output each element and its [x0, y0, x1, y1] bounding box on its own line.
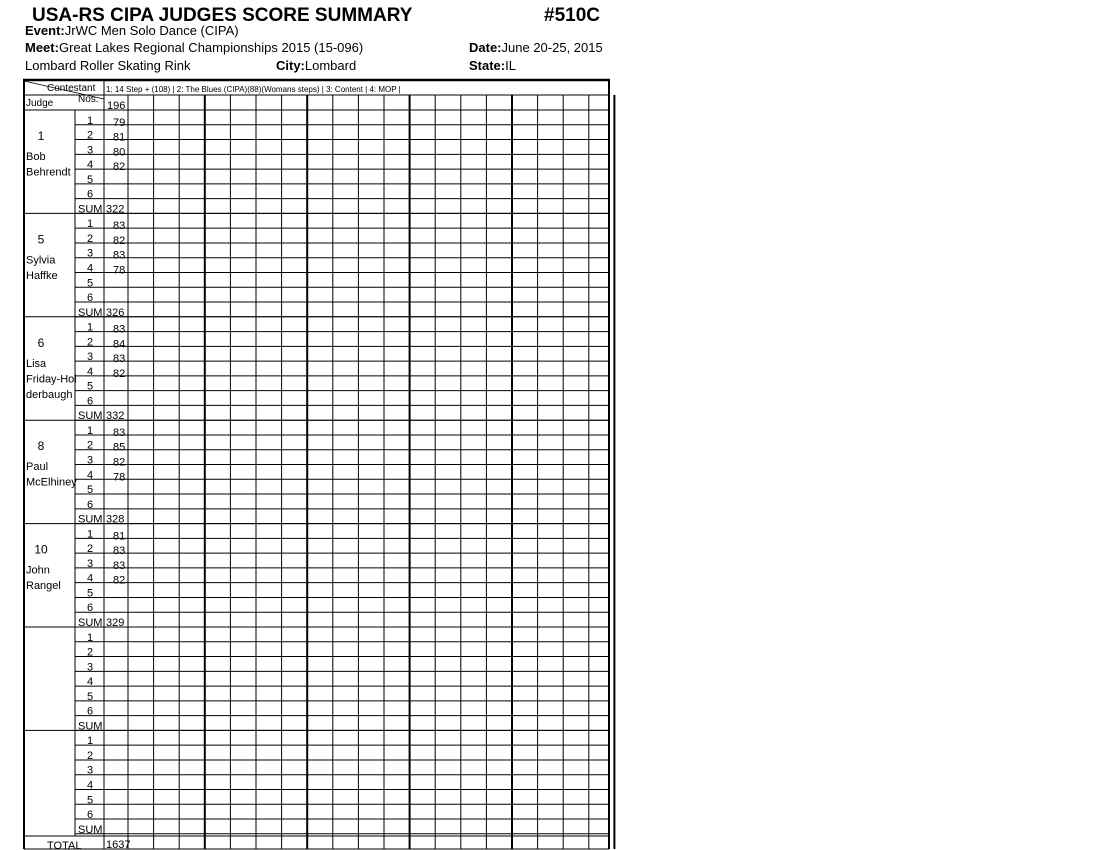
row-number: 6 — [86, 809, 94, 822]
row-number: 3 — [86, 247, 94, 260]
row-number: 6 — [86, 188, 94, 201]
sum-label: SUM — [78, 617, 103, 629]
row-number: 5 — [86, 794, 94, 807]
row-number: 1 — [86, 114, 94, 127]
judge-name-line: Friday-Hol — [26, 373, 77, 386]
judge-score: 79 — [113, 116, 126, 129]
row-number: 6 — [86, 395, 94, 408]
row-number: 3 — [86, 144, 94, 157]
judge-score: 81 — [113, 530, 126, 543]
judge-score: 84 — [113, 338, 126, 351]
judge-sum: 329 — [106, 617, 125, 629]
judge-score: 80 — [113, 146, 126, 159]
judge-number: 1 — [37, 129, 45, 143]
city-value: Lombard — [304, 58, 357, 73]
judge-name-line: Haffke — [26, 269, 58, 282]
sum-label: SUM — [78, 203, 103, 216]
judge-number: 8 — [37, 439, 45, 454]
row-number: 5 — [86, 277, 94, 290]
judge-score: 78 — [113, 471, 126, 484]
contestant-number: 196 — [107, 100, 126, 112]
judge-sum: 326 — [106, 306, 125, 319]
judge-name-line: Paul — [26, 461, 49, 474]
contestant-header-label: Contestant — [47, 83, 96, 94]
judge-score: 82 — [113, 456, 126, 469]
row-number: 4 — [86, 365, 94, 378]
row-number: 2 — [86, 439, 94, 452]
row-number: 6 — [86, 602, 94, 615]
dance-legend-text: 1: 14 Step + (108) | 2: The Blues (CIPA)(88)(Womans steps) | 3: Content | 4: MOP | — [106, 85, 401, 94]
row-number: 2 — [86, 129, 94, 142]
row-number: 4 — [86, 676, 94, 689]
judge-name-line: Lisa — [26, 357, 47, 370]
state-value: IL — [505, 58, 516, 73]
judge-score: 83 — [113, 249, 126, 262]
row-number: 5 — [86, 587, 94, 600]
row-number: 6 — [86, 705, 94, 718]
total-value: 1637 — [106, 839, 131, 850]
row-number: 5 — [86, 484, 94, 497]
row-number: 3 — [86, 661, 94, 674]
row-number: 1 — [86, 735, 94, 748]
row-number: 4 — [86, 262, 94, 275]
judge-sum: 322 — [106, 203, 125, 216]
judge-score: 82 — [113, 574, 126, 587]
sum-label: SUM — [78, 306, 103, 319]
judge-score: 83 — [113, 353, 126, 366]
row-number: 1 — [86, 631, 94, 644]
row-number: 4 — [86, 159, 94, 172]
row-number: 3 — [86, 351, 94, 364]
meet-label: Meet: — [25, 40, 59, 55]
row-number: 5 — [86, 380, 94, 393]
city-label: City: — [276, 58, 305, 73]
state-label: State: — [469, 58, 506, 73]
row-number: 6 — [86, 292, 94, 305]
judge-name-line: Behrendt — [26, 166, 71, 179]
judge-sum: 328 — [106, 513, 125, 526]
row-number: 4 — [86, 469, 94, 482]
judge-score: 82 — [113, 367, 126, 380]
form-number: #510C — [544, 5, 600, 26]
judge-number: 6 — [37, 335, 45, 350]
sum-label: SUM — [78, 410, 103, 423]
date-label: Date: — [469, 40, 502, 55]
row-number: 4 — [86, 779, 94, 792]
judge-score: 83 — [113, 559, 126, 572]
date-value: June 20-25, 2015 — [501, 40, 603, 55]
row-number: 4 — [86, 572, 94, 585]
sum-label: SUM — [78, 823, 103, 836]
rink-name: Lombard Roller Skating Rink — [25, 58, 191, 73]
nos-header-label: Nos. — [78, 94, 99, 105]
judge-sum: 332 — [106, 410, 125, 423]
judge-score: 85 — [113, 441, 126, 454]
event-value: JrWC Men Solo Dance (CIPA) — [64, 23, 239, 38]
sum-label: SUM — [78, 513, 103, 526]
judge-name-line: Bob — [26, 151, 46, 163]
row-number: 1 — [86, 528, 94, 541]
judge-score: 82 — [113, 234, 126, 247]
event-label: Event: — [25, 23, 65, 38]
judge-score: 83 — [113, 323, 126, 336]
row-number: 2 — [86, 646, 94, 659]
judge-name-line: Rangel — [26, 580, 61, 593]
judge-name-line: Sylvia — [26, 254, 56, 267]
row-number: 5 — [86, 690, 94, 703]
judge-score: 82 — [113, 161, 126, 174]
row-number: 3 — [86, 454, 94, 467]
judge-number: 5 — [37, 232, 45, 247]
judge-score: 78 — [113, 264, 126, 277]
row-number: 1 — [86, 218, 94, 231]
row-number: 2 — [86, 749, 94, 762]
sum-label: SUM — [78, 720, 103, 733]
judge-score: 83 — [113, 220, 126, 233]
judge-score: 83 — [113, 545, 126, 558]
row-number: 1 — [86, 424, 94, 437]
row-number: 6 — [86, 498, 94, 511]
judge-name-line: derbaugh — [26, 388, 73, 401]
form-title: USA-RS CIPA JUDGES SCORE SUMMARY — [32, 5, 413, 26]
row-number: 5 — [86, 173, 94, 186]
judge-score: 83 — [113, 426, 126, 439]
row-number: 2 — [86, 336, 94, 349]
row-number: 2 — [86, 543, 94, 556]
judge-name-line: McElhiney — [26, 476, 77, 489]
meet-value: Great Lakes Regional Championships 2015 (15-096) — [58, 40, 364, 55]
row-number: 3 — [86, 557, 94, 570]
total-label: TOTAL — [47, 840, 82, 850]
row-number: 1 — [86, 321, 94, 334]
judge-name-line: John — [26, 564, 50, 577]
row-number: 2 — [86, 232, 94, 245]
judge-number: 10 — [34, 542, 48, 557]
judge-score: 81 — [113, 131, 126, 144]
row-number: 3 — [86, 764, 94, 777]
judge-header-label: Judge — [26, 98, 54, 109]
